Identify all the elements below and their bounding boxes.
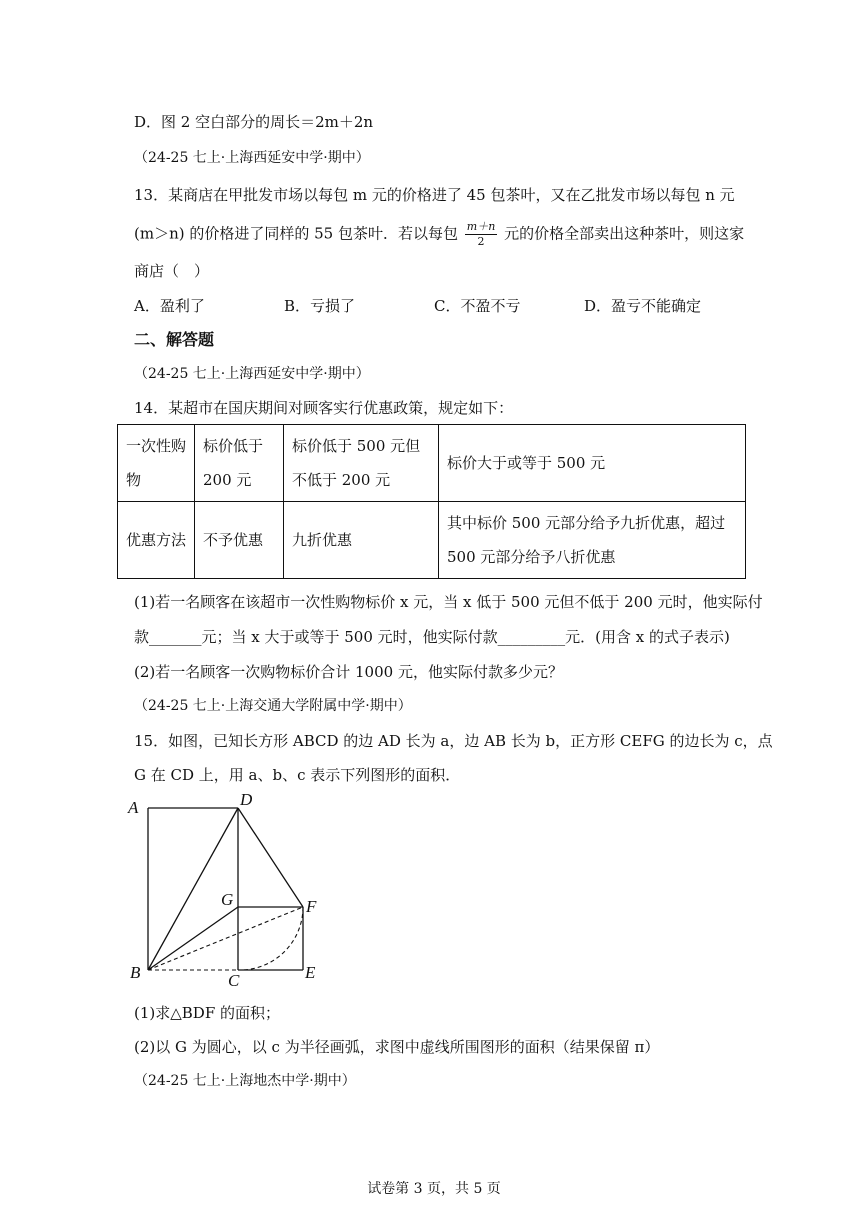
q13-option-b: B．亏损了 [284,297,356,315]
table-row [118,502,746,579]
q13-option-c: C．不盈不亏 [434,297,521,315]
geometry-figure [118,790,338,990]
table-row [118,425,746,502]
label-f: F [306,897,317,916]
q12-option-d: D．图 2 空白部分的周长＝2m＋2n [134,113,374,131]
q14-part2: (2)若一名顾客一次购物标价合计 1000 元，他实际付款多少元？ [134,663,563,681]
table-cell: 优惠方法 [118,502,195,579]
q13-stem-line3: 商店（ ） [134,262,210,280]
table-cell: 标价低于 200 元 [195,425,284,502]
label-c: C [228,971,240,990]
q14-part1-line1: (1)若一名顾客在该超市一次性购物标价 x 元，当 x 低于 500 元但不低于 200 元时，他实际付 [134,593,763,611]
segment-bg [148,907,238,970]
segment-df [238,808,303,907]
q13-frac-den: 2 [477,235,485,248]
label-g: G [221,890,234,909]
q16-source: （24-25 七上·上海地杰中学·期中） [134,1073,356,1089]
q13-stem-line2 [134,220,744,249]
q13-option-a: A．盈利了 [134,297,205,315]
segment-bd [148,808,238,970]
q13-frac-num: m＋n [466,220,496,233]
q14-source: （24-25 七上·上海西延安中学·期中） [134,366,370,382]
dashed-arc [240,907,303,970]
table-cell: 九折优惠 [284,502,439,579]
label-e: E [305,963,316,982]
q13-stem-line1: 13．某商店在甲批发市场以每包 m 元的价格进了 45 包茶叶，又在乙批发市场以每包 n 元 [134,186,735,204]
q15-part1: (1)求△BDF 的面积； [134,1004,281,1022]
label-a: A [128,798,139,817]
discount-table [117,424,746,579]
label-d: D [240,790,253,809]
q13-line2-post: 元的价格全部卖出这种茶叶，则这家 [504,224,745,243]
page-footer: 试卷第 3 页，共 5 页 [367,1181,501,1197]
table-cell: 一次性购物 [118,425,195,502]
q15-part2: (2)以 G 为圆心，以 c 为半径画弧，求图中虚线所围图形的面积（结果保留 π） [134,1038,660,1056]
q14-part1-line2: 款_______元；当 x 大于或等于 500 元时，他实际付款_________元．(用含 x 的式子表示) [134,628,730,646]
q15-stem-line1: 15．如图，已知长方形 ABCD 的边 AD 长为 a，边 AB 长为 b，正方形 CEFG 的边长为 c，点 [134,732,773,750]
table-cell: 标价大于或等于 500 元 [439,425,746,502]
section-title: 二、解答题 [134,330,215,349]
table-cell: 标价低于 500 元但不低于 200 元 [284,425,439,502]
table-cell: 其中标价 500 元部分给予九折优惠，超过 500 元部分给予八折优惠 [439,502,746,579]
q15-source: （24-25 七上·上海交通大学附属中学·期中） [134,698,412,714]
q13-fraction [465,220,498,249]
q14-stem: 14．某超市在国庆期间对顾客实行优惠政策，规定如下： [134,399,514,417]
q13-line2-pre: (m＞n) 的价格进了同样的 55 包茶叶．若以每包 [134,224,458,243]
q15-stem-line2: G 在 CD 上，用 a、b、c 表示下列图形的面积． [134,766,461,784]
table-cell: 不予优惠 [195,502,284,579]
q13-option-d: D．盈亏不能确定 [584,297,702,315]
label-b: B [130,963,141,982]
q13-source: （24-25 七上·上海西延安中学·期中） [134,150,370,166]
